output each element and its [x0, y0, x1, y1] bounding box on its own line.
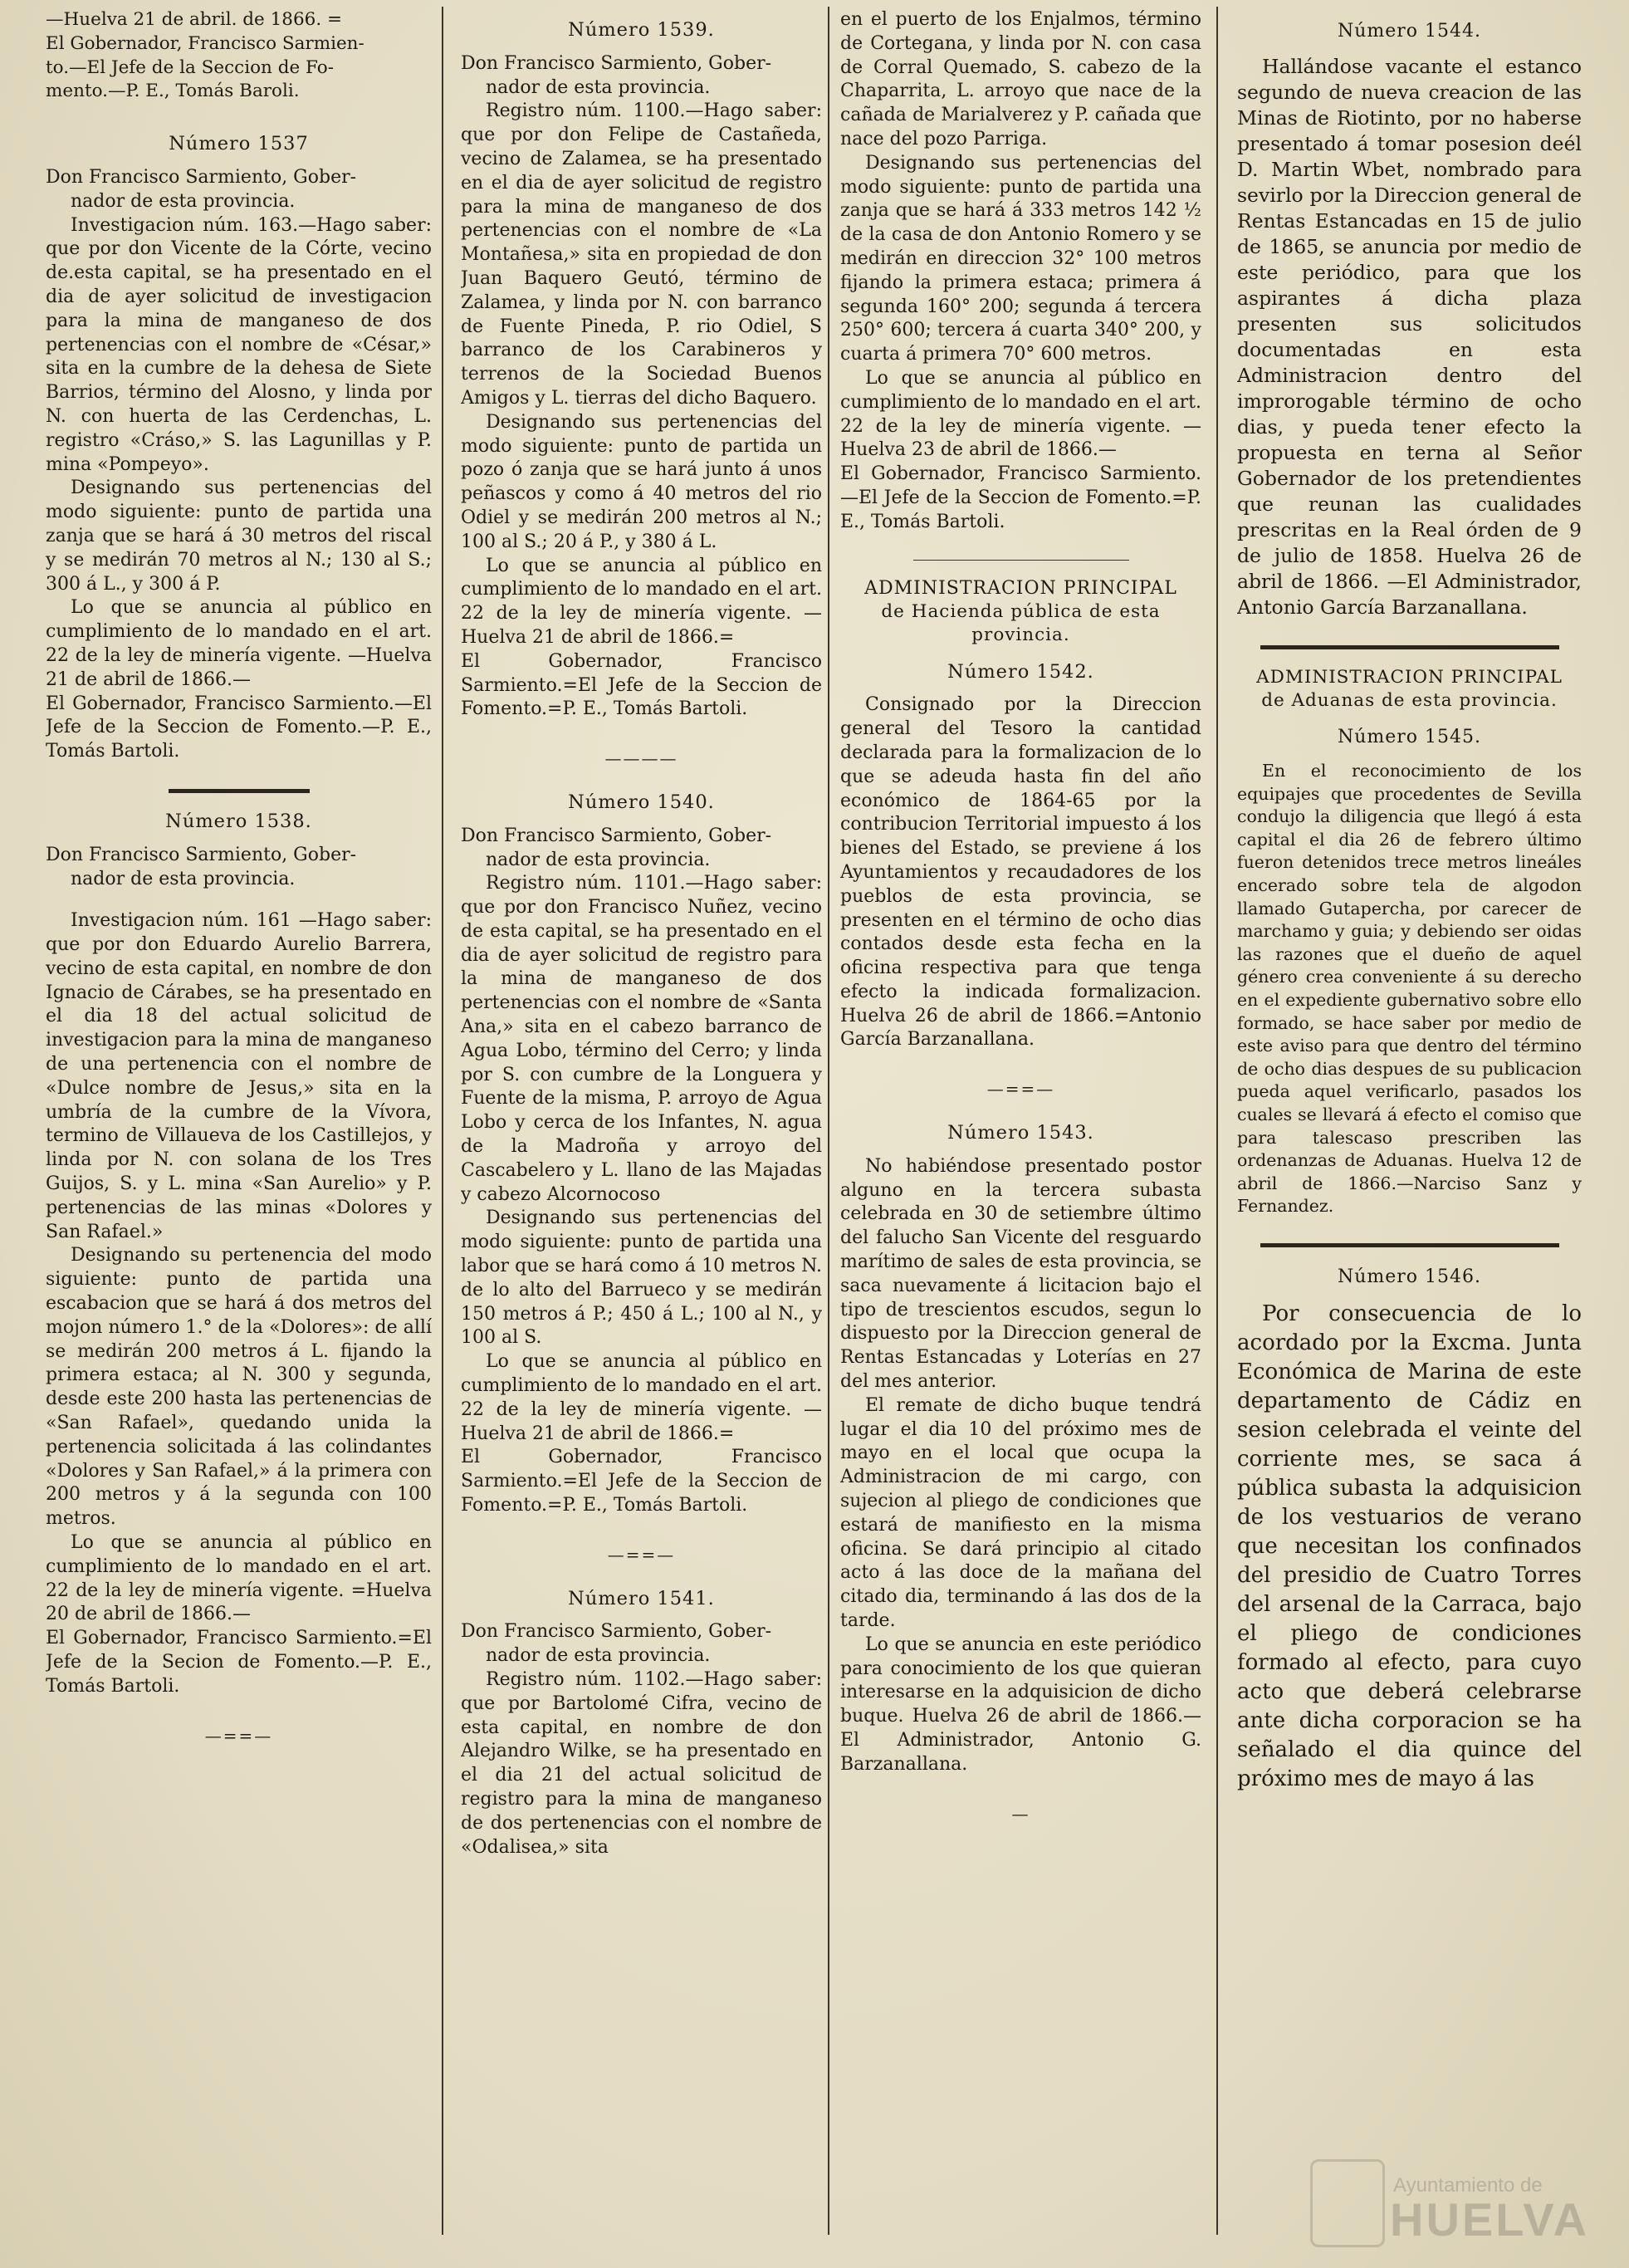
text-line: —Huelva 21 de abril. de 1866. = [46, 9, 343, 30]
notice-header: Don Francisco Sarmiento, Gober- nador de esta provincia. [461, 1621, 772, 1667]
separator: ———— [604, 748, 678, 769]
notice-paragraph: Lo que se anuncia al público en cumplimiento de lo mandado en el art. 22 de la ley de minería vigente. —Huelva 21 de abril de 1866.= [461, 555, 822, 648]
separator [169, 789, 310, 793]
notice-number: Número 1544. [1337, 21, 1482, 42]
notice-paragraph: en el puerto de los Enjalmos, término de Cortegana, y linda por N. con casa de Corral Quemado, S. cabezo de la Chaparrita, L. arroyo que nace de la cañada de Marialverez y P. cañada que nace del pozo Parriga. [840, 9, 1201, 149]
separator [913, 560, 1129, 561]
separator [1260, 1243, 1559, 1247]
section-subtitle: de Aduanas de esta provincia. [1261, 690, 1558, 711]
watermark-text: Ayuntamiento de [1393, 2174, 1543, 2197]
notice-header: Don Francisco Sarmiento, Gober- nador de esta provincia. [46, 166, 357, 212]
notice-number: Número 1537 [169, 133, 309, 155]
notice-paragraph: Por consecuencia de lo acordado por la Excma. Junta Económica de Marina de este departamento de Cádiz en sesion celebrada el veinte del corriente mes, se saca á pública subasta la adquisicion de los vestuarios de verano que necesitan los confinados del presidio de Cuatro Torres del arsenal de la Carraca, bajo el pliego de condiciones formado al efecto, para cuyo acto que deberá celebrarse ante dicha corporacion se ha señalado el dia quince del próximo mes de mayo á las [1237, 1301, 1582, 1791]
notice-number: Número 1538. [165, 810, 312, 832]
separator: — [1011, 1803, 1030, 1824]
notice-paragraph: Lo que se anuncia al público en cumplimiento de lo mandado en el art. 22 de la ley de minería vigente. —Huelva 23 de abril de 1866.— [840, 367, 1201, 461]
column-rule [828, 7, 829, 2235]
notice-paragraph: Designando sus pertenencias del modo siguiente: punto de partida una zanja que se hará á 333 metros 142 ½ de la casa de don Antonio Romero y se medirán en direccion 32° 100 metros fijando la primera estaca; primera á segunda 160° 200; segunda á tercera 250° 600; tercera á cuarta 340° 200, y cuarta á primera 70° 600 metros. [840, 152, 1201, 365]
notice-paragraph: Registro núm. 1101.—Hago saber: que por don Francisco Nuñez, vecino de esta capital, se ha presentado en el dia de ayer solicitud de registro para la mina de manganeso de dos pertenencias con el nombre de «Santa Ana,» sita en el cabezo barranco de Agua Lobo, término del Cerro; y linda por S. con cumbre de la Longuera y Fuente de la misma, P. arroyo de Agua Lobo y cerca de los Infantes, N. agua de la Madroña y arroyo del Cascabelero y L. llano de las Majadas y cabezo Alcornocoso [461, 873, 822, 1205]
separator [1260, 645, 1559, 649]
notice-signature: El Gobernador, Francisco Sarmiento.=El Jefe de la Seccion de Fomento.=P. E., Tomás Bartoli. [461, 1447, 822, 1516]
notice-paragraph: Lo que se anuncia al público en cumplimiento de lo mandado en el art. 22 de la ley de minería vigente. —Huelva 21 de abril de 1866.— [46, 597, 432, 690]
notice-number: Número 1541. [568, 1587, 715, 1609]
text-line: mento.—P. E., Tomás Baroli. [46, 81, 300, 102]
section-title: ADMINISTRACION PRINCIPAL [864, 577, 1177, 599]
notice-paragraph: Investigacion núm. 161 —Hago saber: que por don Eduardo Aurelio Barrera, vecino de esta capital, en nombre de don Ignacio de Cárabes, se ha presentado en el dia 18 del actual solicitud de investigacion para la mina de manganeso de una pertenencia con el nombre de «Dulce nombre de Jesus,» sita en la umbría de la cumbre de la Vívora, termino de Villaueva de los Castillejos, y linda por N. con solana de los Tres Guijos, S. y L. mina «San Aurelio» y P. pertenencias de las minas «Dolores y San Rafael.» [46, 910, 432, 1242]
notice-paragraph: Lo que se anuncia en este periódico para conocimiento de los que quieran interesarse en la adquisicion de dicho buque. Huelva 26 de abril de 1866.—El Administrador, Antonio G. Barzanallana. [840, 1634, 1201, 1775]
continued-signature [46, 8, 432, 104]
notice-number: Número 1545. [1337, 727, 1482, 747]
notice-signature: El Gobernador, Francisco Sarmiento.—El Jefe de la Seccion de Fomento.—P. E., Tomás Bartoli. [46, 693, 432, 762]
coat-of-arms-icon [1310, 2159, 1385, 2247]
separator: —==— [986, 1079, 1055, 1100]
separator: —==— [204, 1725, 273, 1746]
notice-signature: El Gobernador, Francisco Sarmiento.=El Jefe de la Secion de Fomento.—P. E., Tomás Bartoli. [46, 1628, 432, 1697]
column-rule [442, 7, 443, 2235]
watermark-text: HUELVA [1390, 2193, 1589, 2246]
column-1 [46, 8, 432, 2243]
column-4 [1237, 8, 1582, 2243]
section-heading [840, 577, 1201, 647]
notice-header: Don Francisco Sarmiento, Gober- nador de esta provincia. [461, 825, 772, 870]
notice-paragraph: Registro núm. 1102.—Hago saber: que por Bartolomé Cifra, vecino de esta capital, en nombre de don Alejandro Wilke, se ha presentado en el dia 21 del actual solicitud de registro para la mina de manganeso de dos pertenencias con el nombre de «Odalisea,» sita [461, 1669, 822, 1858]
notice-paragraph: Designando sus pertenencias del modo siguiente: punto de partida un pozo ó zanja que se hará junto á unos peñascos y como á 40 metros del rio Odiel y se medirán 200 metros al N.; 100 al S.; 20 á P., y 380 á L. [461, 411, 822, 552]
notice-paragraph: Hallándose vacante el estanco segundo de nueva creacion de las Minas de Riotinto, por no haberse presentado á tomar posesion deél D. Martin Wbet, nombrado para sevirlo por la Direccion general de Rentas Estancadas en 15 de julio de 1865, se anuncia por medio de este periódico, para que los aspirantes á dicha plaza presenten sus solicitudos documentadas en esta Administracion dentro del improrogable término de ocho dias, y pueda tener efecto la propuesta en terna al Señor Gobernador de los pretendientes que reunan las cualidades prescritas en la Real órden de 9 de julio de 1858. Huelva 26 de abril de 1866. —El Administrador, Antonio García Barzanallana. [1237, 55, 1582, 619]
notice-paragraph: El remate de dicho buque tendrá lugar el dia 10 del próximo mes de mayo en el local que ocupa la Administracion de mi cargo, con sujecion al pliego de condiciones que estará de manifiesto en la misma oficina. Se dará principio al citado acto á las doce de la mañana del citado dia, terminando á las dos de la tarde. [840, 1394, 1201, 1632]
notice-paragraph: En el reconocimiento de los equipajes que procedentes de Sevilla condujo la diligencia que llegó á esta capital el dia 26 de febrero último fueron detenidos trece metros lineáles encerado sobre tela de algodon llamado Gutapercha, por carecer de marchamo y guia; y debiendo ser oidas las razones que el dueño de aquel género crea conveniente á su derecho en el expediente gubernativo sobre ello formado, se hace saber por medio de este aviso para que dentro del término de ocho dias despues de su publicacion pueda aquel verificarlo, pasados los cuales se llevará á efecto el comiso que para talescaso prescriben las ordenanzas de Aduanas. Huelva 12 de abril de 1866.—Narciso Sanz y Fernandez. [1237, 761, 1582, 1217]
column-3 [840, 8, 1201, 2243]
section-subtitle: de Hacienda pública de esta provincia. [881, 600, 1161, 645]
notice-paragraph: Designando sus pertenencias del modo siguiente: punto de partida una zanja que se hará á 30 metros del riscal y se medirán 70 metros al N.; 130 al S.; 300 á L., y 300 á P. [46, 478, 432, 595]
notice-number: Número 1546. [1337, 1266, 1482, 1287]
text-line: El Gobernador, Francisco Sarmien- [46, 32, 364, 54]
section-title: ADMINISTRACION PRINCIPAL [1256, 667, 1563, 688]
notice-number: Número 1542. [947, 660, 1094, 683]
notice-number: Número 1543. [947, 1122, 1094, 1144]
section-heading [1237, 666, 1582, 713]
column-rule [1216, 7, 1218, 2235]
separator: —==— [607, 1544, 676, 1565]
notice-signature: El Gobernador, Francisco Sarmiento.=El Jefe de la Seccion de Fomento.=P. E., Tomás Bartoli. [461, 650, 822, 720]
notice-paragraph: Designando su pertenencia del modo siguiente: punto de partida una escabacion que se hará á dos metros del mojon número 1.° de la «Dolores»: de allí se medirán 200 metros á L. fijando la primera estaca; al N. 300 y segunda, desde este 200 hasta las pertenencias de «San Rafael», quedando unida la pertenencia solicitada á las colindantes «Dolores y San Rafael,» á la primera con 200 metros y á la segunda con 100 metros. [46, 1245, 432, 1530]
notice-header: Don Francisco Sarmiento, Gober- nador de esta provincia. [461, 52, 772, 98]
notice-number: Número 1540. [568, 791, 715, 813]
notice-paragraph: Designando sus pertenencias del modo siguiente: punto de partida una labor que se hará como á 10 metros N. de lo alto del Barrueco y se medirán 150 metros á P.; 450 á L.; 100 al N., y 100 al S. [461, 1207, 822, 1349]
archive-watermark [1310, 2149, 1605, 2253]
text-line: to.—El Jefe de la Seccion de Fo- [46, 56, 334, 78]
notice-header: Don Francisco Sarmiento, Gober- nador de esta provincia. [46, 844, 357, 889]
notice-paragraph: Lo que se anuncia al público en cumplimiento de lo mandado en el art. 22 de la ley de minería vigente. =Huelva 20 de abril de 1866.— [46, 1532, 432, 1625]
column-2 [461, 8, 822, 2243]
notice-paragraph: Investigacion núm. 163.—Hago saber: que por don Vicente de la Córte, vecino de.esta capital, se ha presentado en el dia de ayer solicitud de investigacion para la mina de manganeso de dos pertenencias con el nombre de «César,» sita en la cumbre de la dehesa de Siete Barrios, término del Alosno, y linda por N. con huerta de las Cerdenchas, L. registro «Cráso,» S. las Lagunillas y P. mina «Pompeyo». [46, 214, 432, 475]
notice-number: Número 1539. [568, 19, 715, 41]
notice-paragraph: Registro núm. 1100.—Hago saber: que por don Felipe de Castañeda, vecino de Zalamea, se ha presentado en el dia de ayer solicitud de registro para la mina de manganeso de dos pertenencias con el nombre de «La Montañesa,» sita en propiedad de don Juan Baquero Geutó, término de Zalamea, y linda por N. con barranco de Fuente Pineda, P. rio Odiel, S barranco de los Carabineros y terrenos de la Sociedad Buenos Amigos y L. tierras del dicho Baquero. [461, 100, 822, 409]
notice-paragraph: Consignado por la Direccion general del Tesoro la cantidad declarada para la formalizacion de lo que se adeuda hasta fin del año económico de 1864-65 por la contribucion Territorial impuesto á los bienes del Estado, se previene á los Ayuntamientos y recaudadores de los pueblos de esta provincia, se presenten en el término de ocho dias contados desde esta fecha en la oficina respectiva para que tenga efecto la indicada formalizacion. Huelva 26 de abril de 1866.=Antonio García Barzanallana. [840, 694, 1201, 1051]
notice-paragraph: No habiéndose presentado postor alguno en la tercera subasta celebrada en 30 de setiembre último del falucho San Vicente del resguardo marítimo de sales de esta provincia, se saca nuevamente á licitacion bajo el tipo de trescientos escudos, segun lo dispuesto por la Direccion general de Rentas Estancadas y Loterías en 27 del mes anterior. [840, 1155, 1201, 1393]
notice-signature: El Gobernador, Francisco Sarmiento.—El Jefe de la Seccion de Fomento.=P. E., Tomás Bartoli. [840, 463, 1201, 532]
notice-paragraph: Lo que se anuncia al público en cumplimiento de lo mandado en el art. 22 de la ley de minería vigente. —Huelva 21 de abril de 1866.= [461, 1351, 822, 1444]
